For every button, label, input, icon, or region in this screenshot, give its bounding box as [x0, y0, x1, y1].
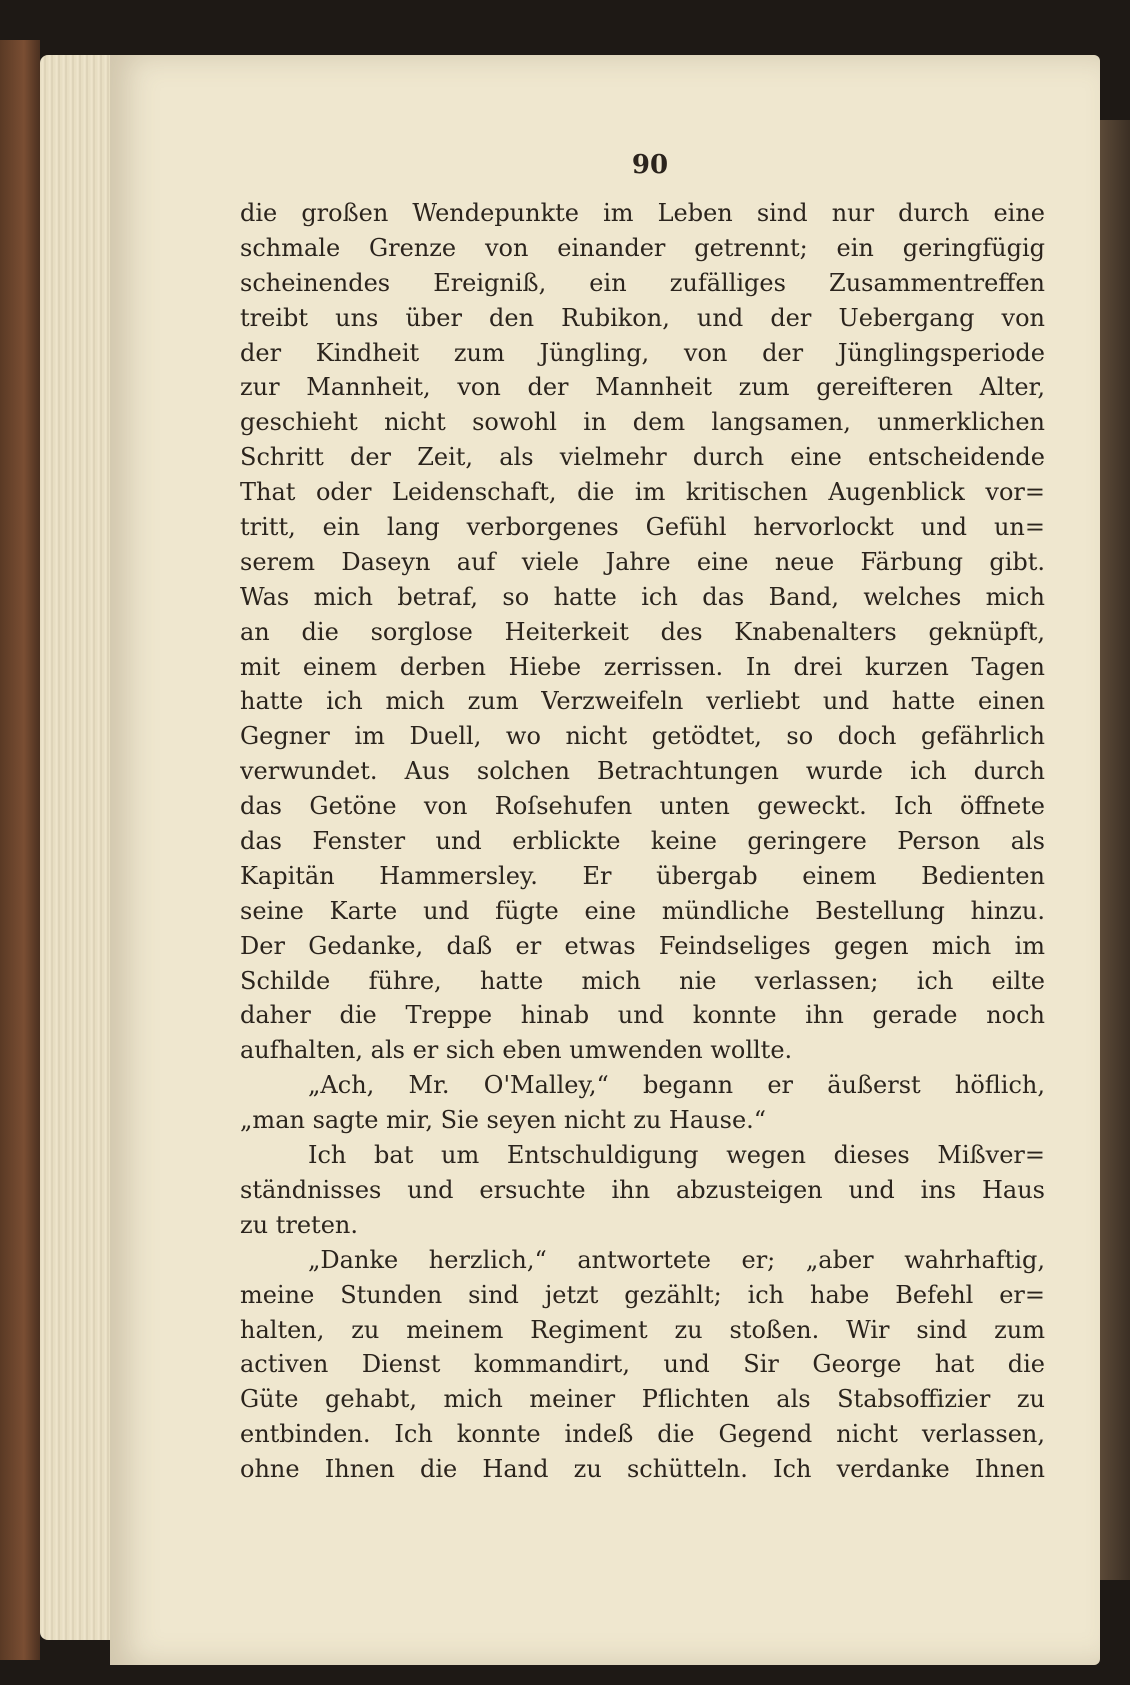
text-line: daher die Treppe hinab und konnte ihn gerade noch [240, 1001, 1045, 1030]
text-line: zu treten. [240, 1210, 358, 1239]
text-line: verwundet. Aus solchen Betrachtungen wurde ich durch [240, 757, 1045, 786]
text-line: ohne Ihnen die Hand zu schütteln. Ich verdanke Ihnen [240, 1455, 1045, 1484]
text-line: an die sorglose Heiterkeit des Knabenalters geknüpft, [240, 617, 1045, 646]
text-line: das Getöne von Roſsehufen unten geweckt. Ich öffnete [240, 792, 1045, 821]
text-line: ständnisses und ersuchte ihn abzusteigen und ins Haus [240, 1175, 1045, 1204]
text-line: das Fenster und erblickte keine geringere Person als [240, 827, 1045, 856]
text-line: treibt uns über den Rubikon, und der Uebergang von [240, 303, 1045, 332]
text-line: „Danke herzlich,“ antwortete er; „aber wahrhaftig, [308, 1245, 1045, 1274]
text-line: tritt, ein lang verborgenes Gefühl hervorlockt und un= [240, 513, 1045, 542]
text-line: serem Daseyn auf viele Jahre eine neue Färbung gibt. [240, 547, 1045, 576]
text-line: Güte gehabt, mich meiner Pflichten als Stabsoffizier zu [240, 1385, 1045, 1414]
body-text [240, 196, 1045, 1487]
text-line: „man sagte mir, Sie seyen nicht zu Hause.“ [240, 1106, 767, 1135]
page-number: 90 [631, 150, 669, 180]
facing-page-edge [1100, 120, 1130, 1580]
text-line: aufhalten, als er sich eben umwenden wollte. [240, 1036, 793, 1065]
text-line: Schilde führe, hatte mich nie verlassen; ich eilte [240, 966, 1045, 995]
text-line: seine Karte und fügte eine mündliche Bestellung hinzu. [240, 896, 1045, 925]
book-cover-edge [0, 40, 40, 1660]
text-line: „Ach, Mr. O'Malley,“ begann er äußerst höflich, [308, 1071, 1045, 1100]
text-line: scheinendes Ereigniß, ein zufälliges Zusammentreffen [240, 268, 1045, 297]
text-line: That oder Leidenschaft, die im kritischen Augenblick vor= [240, 478, 1045, 507]
text-line: geschieht nicht sowohl in dem langsamen, unmerklichen [240, 408, 1045, 437]
text-line: meine Stunden sind jetzt gezählt; ich habe Befehl er= [240, 1280, 1045, 1309]
text-line: der Kindheit zum Jüngling, von der Jünglingsperiode [240, 338, 1045, 367]
text-line: mit einem derben Hiebe zerrissen. In drei kurzen Tagen [240, 652, 1045, 681]
text-line: entbinden. Ich konnte indeß die Gegend nicht verlassen, [240, 1420, 1045, 1449]
text-line: die großen Wendepunkte im Leben sind nur durch eine [240, 199, 1045, 227]
text-line: Kapitän Hammersley. Er übergab einem Bedienten [240, 861, 1045, 890]
text-line: activen Dienst kommandirt, und Sir George hat die [240, 1350, 1045, 1379]
text-line: Schritt der Zeit, als vielmehr durch eine entscheidende [240, 443, 1045, 472]
text-line: Was mich betraf, so hatte ich das Band, welches mich [240, 582, 1045, 611]
text-line: Gegner im Duell, wo nicht getödtet, so doch gefährlich [240, 722, 1045, 751]
text-line: Ich bat um Entschuldigung wegen dieses Mißver= [308, 1141, 1045, 1170]
text-line: hatte ich mich zum Verzweifeln verliebt und hatte einen [240, 687, 1045, 716]
text-line: halten, zu meinem Regiment zu stoßen. Wir sind zum [240, 1315, 1045, 1344]
text-line: schmale Grenze von einander getrennt; ein geringfügig [240, 233, 1045, 262]
text-line: zur Mannheit, von der Mannheit zum gereifteren Alter, [240, 373, 1045, 402]
text-line: Der Gedanke, daß er etwas Feindseliges gegen mich im [240, 931, 1045, 960]
